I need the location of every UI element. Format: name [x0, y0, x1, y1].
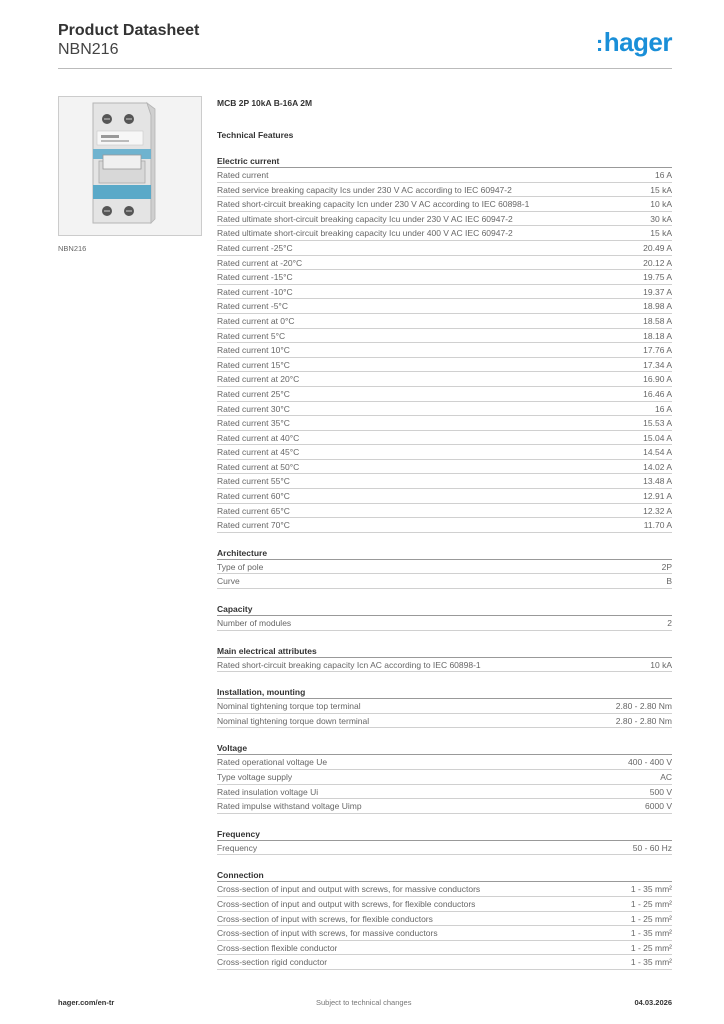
- spec-label: Rated current 5°C: [217, 330, 286, 341]
- spec-row: [217, 431, 672, 446]
- spec-row: [217, 699, 672, 714]
- spec-label: Rated current 35°C: [217, 418, 290, 429]
- spec-value: 18.58 A: [643, 315, 672, 326]
- spec-value: 2.80 - 2.80 Nm: [615, 701, 672, 712]
- spec-row: [217, 560, 672, 575]
- page-footer: [58, 998, 672, 1010]
- spec-value: 16.90 A: [643, 374, 672, 385]
- spec-row: [217, 474, 672, 489]
- spec-label: Rated current at 0°C: [217, 315, 295, 326]
- spec-label: Cross-section of input with screws, for massive conductors: [217, 928, 438, 939]
- spec-row: [217, 616, 672, 631]
- section-title: Capacity: [217, 602, 672, 616]
- spec-label: Frequency: [217, 842, 258, 853]
- spec-label: Cross-section of input and output with screws, for massive conductors: [217, 884, 481, 895]
- spec-value: 18.18 A: [643, 330, 672, 341]
- spec-row: [217, 912, 672, 927]
- spec-value: 2P: [661, 561, 672, 572]
- spec-sections: [217, 154, 672, 970]
- spec-value: 14.54 A: [643, 447, 672, 458]
- spec-value: 13.48 A: [643, 476, 672, 487]
- spec-value: 1 - 35 mm²: [630, 884, 672, 895]
- spec-label: Rated short-circuit breaking capacity Icn AC according to IEC 60898-1: [217, 659, 481, 670]
- spec-value: 15 kA: [650, 184, 672, 195]
- spec-label: Cross-section rigid conductor: [217, 957, 328, 968]
- spec-value: 16 A: [654, 403, 672, 414]
- spec-value: 14.02 A: [643, 461, 672, 472]
- spec-row: [217, 445, 672, 460]
- footer-date: 04.03.2026: [634, 998, 672, 1007]
- spec-row: [217, 882, 672, 897]
- spec-value: 10 kA: [650, 659, 672, 670]
- product-image: [58, 96, 202, 236]
- spec-row: [217, 714, 672, 729]
- spec-value: 6000 V: [645, 801, 672, 812]
- spec-label: Rated current 70°C: [217, 520, 290, 531]
- spec-section: [217, 644, 672, 673]
- image-caption: NBN216: [58, 244, 87, 253]
- spec-value: 1 - 35 mm²: [630, 928, 672, 939]
- spec-label: Rated current: [217, 170, 269, 180]
- spec-row: [217, 329, 672, 344]
- spec-label: Rated current 55°C: [217, 476, 290, 487]
- spec-label: Nominal tightening torque down terminal: [217, 715, 370, 726]
- spec-value: 2: [667, 618, 672, 629]
- spec-section: [217, 827, 672, 856]
- spec-label: Rated insulation voltage Ui: [217, 786, 319, 797]
- spec-value: 1 - 25 mm²: [630, 898, 672, 909]
- spec-row: [217, 955, 672, 970]
- spec-row: [217, 799, 672, 814]
- spec-value: AC: [660, 772, 672, 782]
- spec-label: Rated service breaking capacity Ics under 230 V AC according to IEC 60947-2: [217, 184, 512, 195]
- spec-value: B: [666, 576, 672, 587]
- spec-label: Rated current 65°C: [217, 505, 290, 516]
- spec-label: Curve: [217, 576, 240, 587]
- footer-notice: Subject to technical changes: [316, 998, 412, 1007]
- spec-value: 16 A: [654, 170, 672, 180]
- spec-row: [217, 770, 672, 785]
- spec-label: Type of pole: [217, 561, 264, 572]
- spec-row: [217, 241, 672, 256]
- footer-website: hager.com/en-tr: [58, 998, 115, 1007]
- spec-label: Rated current 10°C: [217, 345, 290, 356]
- spec-value: 11.70 A: [643, 520, 672, 531]
- spec-content: [217, 96, 672, 970]
- spec-row: [217, 941, 672, 956]
- spec-value: 2.80 - 2.80 Nm: [615, 715, 672, 726]
- spec-label: Rated current -10°C: [217, 286, 293, 297]
- spec-value: 10 kA: [650, 199, 672, 210]
- page-header: [58, 22, 672, 70]
- spec-label: Cross-section of input with screws, for flexible conductors: [217, 913, 433, 924]
- section-title: Frequency: [217, 827, 672, 841]
- spec-row: [217, 518, 672, 533]
- spec-row: [217, 343, 672, 358]
- spec-row: [217, 168, 672, 183]
- spec-label: Rated impulse withstand voltage Uimp: [217, 801, 362, 812]
- spec-row: [217, 372, 672, 387]
- spec-label: Rated current -5°C: [217, 301, 288, 312]
- section-title: Connection: [217, 868, 672, 882]
- spec-label: Rated short-circuit breaking capacity Icn under 230 V AC according to IEC 60898-1: [217, 199, 530, 210]
- spec-section: [217, 154, 672, 533]
- section-title: Main electrical attributes: [217, 644, 672, 658]
- spec-row: [217, 256, 672, 271]
- section-title: Voltage: [217, 741, 672, 755]
- spec-value: 17.34 A: [643, 359, 672, 370]
- spec-label: Rated ultimate short-circuit breaking capacity Icu under 230 V AC IEC 60947-2: [217, 213, 513, 224]
- spec-row: [217, 285, 672, 300]
- spec-row: [217, 574, 672, 589]
- spec-value: 20.12 A: [643, 257, 672, 268]
- spec-label: Rated current at 50°C: [217, 461, 300, 472]
- spec-row: [217, 358, 672, 373]
- spec-section: [217, 868, 672, 970]
- spec-row: [217, 299, 672, 314]
- spec-value: 30 kA: [650, 213, 672, 224]
- spec-label: Rated current 30°C: [217, 403, 290, 414]
- spec-value: 15.04 A: [643, 432, 672, 443]
- spec-row: [217, 460, 672, 475]
- hager-logo: :hager: [595, 27, 672, 57]
- spec-value: 17.76 A: [643, 345, 672, 356]
- spec-value: 15.53 A: [643, 418, 672, 429]
- spec-value: 16.46 A: [643, 388, 672, 399]
- spec-row: [217, 416, 672, 431]
- spec-label: Rated ultimate short-circuit breaking capacity Icu under 400 V AC IEC 60947-2: [217, 228, 513, 239]
- spec-label: Cross-section of input and output with screws, for flexible conductors: [217, 898, 476, 909]
- spec-label: Rated operational voltage Ue: [217, 757, 328, 768]
- spec-label: Rated current -25°C: [217, 242, 293, 253]
- spec-row: [217, 314, 672, 329]
- spec-row: [217, 755, 672, 770]
- spec-row: [217, 785, 672, 800]
- spec-label: Nominal tightening torque top terminal: [217, 701, 361, 712]
- spec-section: [217, 602, 672, 631]
- spec-label: Number of modules: [217, 618, 292, 629]
- spec-row: [217, 212, 672, 227]
- spec-row: [217, 402, 672, 417]
- product-name: MCB 2P 10kA B-16A 2M: [217, 98, 313, 108]
- spec-value: 1 - 35 mm²: [630, 957, 672, 968]
- spec-value: 18.98 A: [643, 301, 672, 312]
- spec-row: [217, 197, 672, 212]
- spec-label: Type voltage supply: [217, 772, 293, 782]
- document-subtitle: NBN216: [58, 41, 119, 58]
- spec-value: 50 - 60 Hz: [632, 842, 672, 853]
- technical-features-heading: Technical Features: [217, 130, 294, 140]
- section-title: Installation, mounting: [217, 685, 672, 699]
- document-title: Product Datasheet: [58, 22, 200, 39]
- spec-row: [217, 387, 672, 402]
- spec-value: 15 kA: [650, 228, 672, 239]
- spec-label: Rated current at -20°C: [217, 257, 303, 268]
- spec-label: Rated current at 45°C: [217, 447, 300, 458]
- spec-label: Rated current at 20°C: [217, 374, 300, 385]
- circuit-breaker-illustration: [59, 97, 201, 235]
- spec-label: Rated current -15°C: [217, 272, 293, 283]
- spec-row: [217, 841, 672, 856]
- spec-row: [217, 504, 672, 519]
- spec-row: [217, 897, 672, 912]
- spec-label: Rated current 60°C: [217, 491, 290, 502]
- section-title: Architecture: [217, 546, 672, 560]
- spec-row: [217, 226, 672, 241]
- spec-value: 500 V: [649, 786, 672, 797]
- spec-value: 1 - 25 mm²: [630, 913, 672, 924]
- spec-section: [217, 546, 672, 589]
- spec-row: [217, 270, 672, 285]
- spec-section: [217, 685, 672, 728]
- spec-label: Rated current 25°C: [217, 388, 290, 399]
- spec-row: [217, 658, 672, 673]
- spec-row: [217, 183, 672, 198]
- spec-value: 20.49 A: [643, 242, 672, 253]
- logo-text: hager: [603, 27, 672, 57]
- spec-value: 12.91 A: [643, 491, 672, 502]
- section-title: Electric current: [217, 154, 672, 168]
- spec-section: [217, 741, 672, 813]
- spec-label: Rated current 15°C: [217, 359, 290, 370]
- spec-label: Cross-section flexible conductor: [217, 942, 338, 953]
- spec-value: 19.37 A: [643, 286, 672, 297]
- spec-value: 19.75 A: [643, 272, 672, 283]
- spec-value: 12.32 A: [643, 505, 672, 516]
- spec-value: 1 - 25 mm²: [630, 942, 672, 953]
- spec-label: Rated current at 40°C: [217, 432, 300, 443]
- header-divider: [58, 68, 672, 69]
- spec-row: [217, 926, 672, 941]
- spec-row: [217, 489, 672, 504]
- spec-value: 400 - 400 V: [628, 757, 672, 768]
